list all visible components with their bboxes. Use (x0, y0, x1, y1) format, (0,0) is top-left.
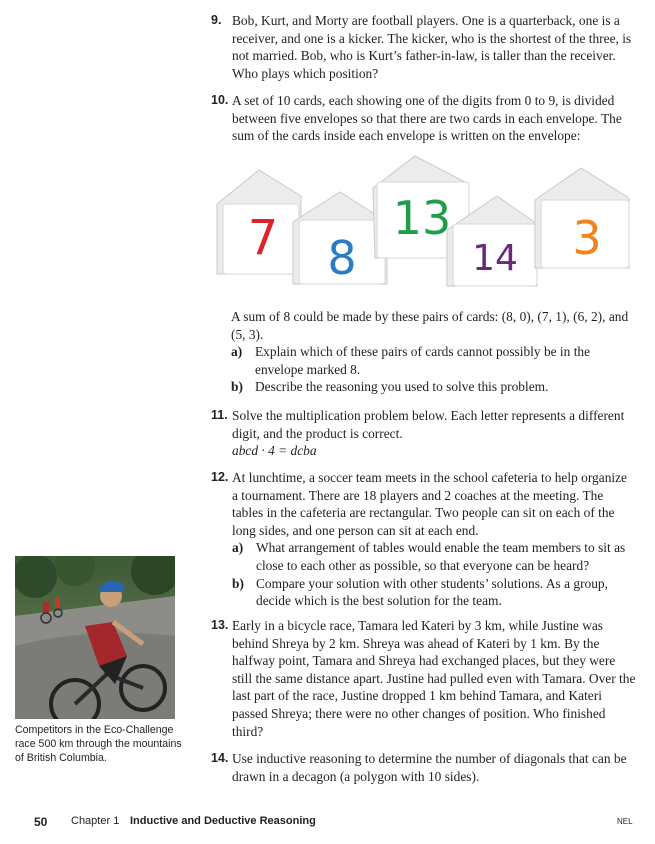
envelope-8-label: 8 (327, 231, 357, 285)
question-12-part-a (232, 539, 636, 574)
chapter-title: Inductive and Deductive Reasoning (130, 815, 316, 827)
question-text: A set of 10 cards, each showing one of the digits from 0 to 9, is divided between five envelopes so that there are two cards in each envelope. The sum of the cards inside each envelope is written on the envelope: (232, 93, 622, 144)
part-text: Explain which of these pairs of cards cannot possibly be in the envelope marked 8. (255, 344, 591, 377)
question-number: 9. (211, 13, 222, 27)
question-13 (211, 617, 636, 740)
pairs-text: A sum of 8 could be made by these pairs of cards: (8, 0), (7, 1), (6, 2), and (5, 3). (231, 309, 629, 342)
part-label: b) (232, 575, 244, 591)
question-10-continued (231, 308, 636, 396)
question-text: Bob, Kurt, and Morty are football players. One is a quarterback, one is a receiver, and one is a kicker. The kicker, who is the shortest of the three, is not married. Bob, who is Kurt’s father-in-law, is taller than the receiver. Who plays which position? (232, 13, 632, 81)
question-text: Use inductive reasoning to determine the number of diagonals that can be drawn in a decagon (a polygon with 10 sides). (232, 751, 627, 784)
envelope-13-label: 13 (392, 191, 452, 245)
question-10 (211, 92, 636, 145)
question-11 (211, 407, 636, 460)
question-number: 14. (211, 751, 229, 765)
envelope-14-label: 14 (472, 238, 518, 279)
envelope-3 (535, 168, 629, 268)
part-text: What arrangement of tables would enable the team members to sit as close to each other as possible, so that everyone can be heard? (256, 540, 626, 573)
part-label: a) (231, 344, 243, 360)
question-12 (211, 469, 636, 610)
cyclist-photo (15, 556, 175, 719)
part-label: b) (231, 379, 243, 395)
question-10-part-a (231, 343, 636, 378)
question-9 (211, 12, 636, 82)
question-number: 13. (211, 618, 229, 632)
question-10-part-b (231, 378, 636, 396)
envelope-cards-illustration (215, 152, 635, 288)
question-number: 12. (211, 470, 229, 484)
part-text: Compare your solution with other students’ solutions. As a group, decide which is the best solution for the team. (256, 575, 608, 609)
question-text: Solve the multiplication problem below. Each letter represents a different digit, and the product is correct. (232, 408, 625, 441)
question-12-part-b (232, 575, 636, 610)
question-number: 10. (211, 93, 229, 107)
photo-caption: Competitors in the Eco-Challenge race 500 km through the mountains of British Columbia. (15, 724, 182, 764)
part-label: a) (232, 540, 244, 556)
envelope-7 (217, 170, 301, 274)
question-14 (211, 750, 636, 785)
part-text: Describe the reasoning you used to solve this problem. (255, 379, 549, 395)
page-number: 50 (34, 815, 48, 829)
question-number: 11. (211, 408, 228, 422)
question-text: Early in a bicycle race, Tamara led Kateri by 3 km, while Justine was behind Shreya by 2 km. Shreya was ahead of Kateri by 1 km. By the halfway point, Tamara and Shreya had exchanged places, but they were still the same distance apart. Justine had pulled even with Tamara. Over the last part of the race, Justine dropped 1 km behind Tamara, and Kateri passed Shreya; there were no other changes of position. Who finished third? (232, 618, 636, 739)
publisher-label: NEL (617, 817, 633, 826)
envelope-7-label: 7 (247, 210, 279, 266)
equation: abcd · 4 = dcba (232, 443, 317, 459)
chapter-label: Chapter 1 (71, 815, 120, 827)
question-text: At lunchtime, a soccer team meets in the school cafeteria to help organize a tournament. There are 18 players and 2 coaches at the meeting. The tables in the cafeteria are rectangular. Two people can sit on each of the long sides, and one person can sit at each end. (232, 470, 627, 538)
envelope-3-label: 3 (572, 211, 602, 265)
envelope-8 (293, 192, 387, 285)
